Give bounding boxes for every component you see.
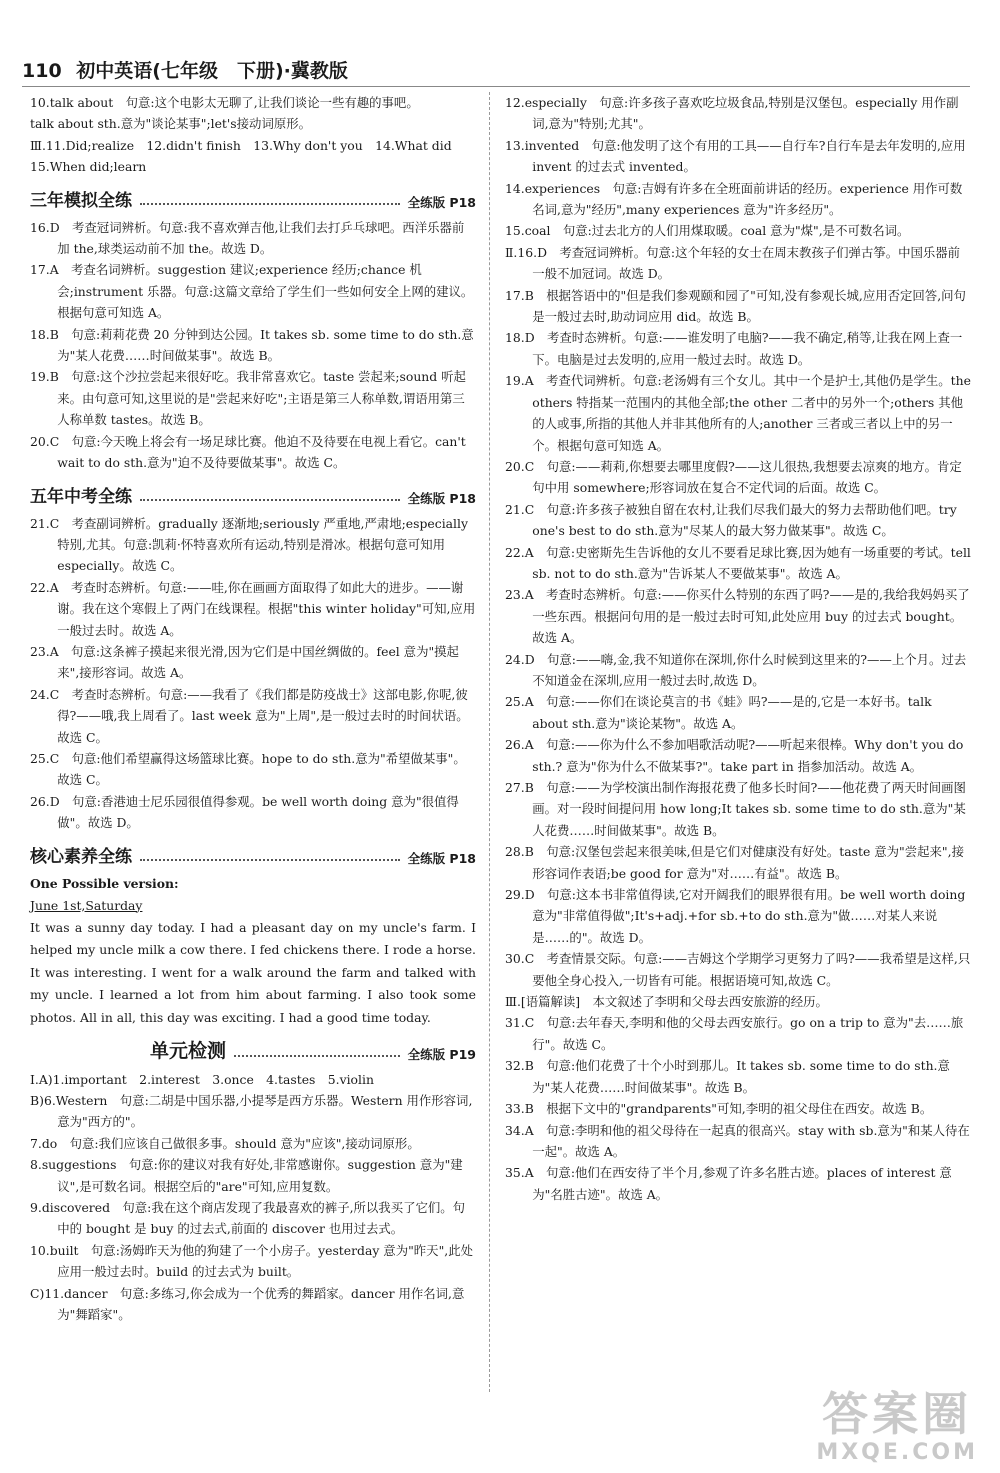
section-ref: 全练版 P18 (407, 850, 476, 866)
answer-item: 17.A 考查名词辨析。suggestion 建议;experience 经历;chance 机会;instrument 乐器。句意:这篇文章给了学生们一些如何安全上网的建议。根据句意可知选 A。 (30, 262, 474, 321)
section-heading-he (30, 843, 476, 867)
dotted-leader (140, 859, 400, 861)
answer-item: 17.B 根据答语中的"但是我们参观颐和园了"可知,没有参观长城,应用否定回答,问句是一般过去时,助动词应用 did。故选 B。 (505, 287, 966, 325)
answer-item: 9.discovered 句意:我在这个商店发现了我最喜欢的裤子,所以我买了它们。句中的 bought 是 buy 的过去式,前面的 discover 也用过去式。 (30, 1200, 466, 1237)
section-heading-dan (30, 1039, 476, 1063)
section-title: 单元检测 (150, 1039, 227, 1062)
answer-item: 24.D 句意:——嗨,金,我不知道你在深圳,你什么时候到这里来的?——上个月。过去不知道金在深圳,应用一般过去时,故选 D。 (505, 651, 967, 688)
answer-item: 33.B 根据下文中的"grandparents"可知,李明的祖父母住在西安。故选 B。 (505, 1101, 933, 1117)
answer-item: 25.A 句意:——你们在谈论莫言的书《蛙》吗?——是的,它是一本好书。talk about sth.意为"谈论某物"。故选 A。 (505, 694, 932, 731)
answer-item: talk about sth.意为"谈论某事";let's接动词原形。 (30, 116, 312, 132)
answer-item: 35.A 句意:他们在西安待了半个月,参观了许多名胜古迹。places of interest 意为"名胜古迹"。故选 A。 (505, 1165, 952, 1202)
section-ref: 全练版 P18 (407, 490, 476, 506)
answer-item: 7.do 句意:我们应该自己做很多事。should 意为"应该",接动词原形。 (30, 1135, 420, 1151)
section-heading-san (30, 187, 476, 211)
answer-item: 32.B 句意:他们花费了十个小时到那儿。It takes sb. some time to do sth.意为"某人花费……时间做某事"。故选 B。 (505, 1058, 950, 1095)
passage-note: Ⅲ.[语篇解读] 本文叙述了李明和父母去西安旅游的经历。 (505, 994, 828, 1010)
answer-item: 23.A 句意:这条裤子摸起来很光滑,因为它们是中国丝绸做的。feel 意为"摸起来",接形容词。故选 A。 (30, 643, 459, 681)
answer-item: 21.C 句意:许多孩子被独自留在农村,让我们尽我们最大的努力去帮助他们吧。try one's best to do sth.意为"尽某人的最大努力做某事"。故选 C。 (505, 501, 957, 539)
answer-item: C)11.dancer 句意:多练习,你会成为一个优秀的舞蹈家。dancer 用作名词,意为"舞蹈家"。 (30, 1285, 465, 1323)
answer-item: 26.A 句意:——你为什么不参加唱歌活动呢?——听起来很棒。Why don't you do sth.? 意为"你为什么不做某事?"。take part in 指参加活动。故选 A。 (505, 737, 964, 774)
answer-item: 13.invented 句意:他发明了这个有用的工具——自行车?自行车是去年发明的,应用 invent 的过去式 invented。 (505, 137, 966, 175)
answer-item: 21.C 考查副词辨析。gradually 逐渐地;seriously 严重地,严肃地;especially 特别,尤其。句意:凯莉·怀特喜欢所有运动,特别是滑冰。根据句意可知用 especially。故选 C。 (30, 515, 468, 574)
answer-item: 14.experiences 句意:吉姆有许多在全班面前讲话的经历。experience 用作可数名词,意为"经历",many experiences 意为"许多经历"。 (505, 180, 963, 218)
watermark-logo: 答案圈 (822, 1387, 973, 1441)
section-ref: 全练版 P18 (407, 194, 476, 210)
section-title: 五年中考全练 (30, 486, 132, 507)
watermark-url: MXQE.COM (816, 1440, 978, 1465)
answer-item: 31.C 句意:去年春天,李明和他的父母去西安旅行。go on a trip to 意为"去……旅行"。故选 C。 (505, 1015, 964, 1052)
dotted-leader (140, 499, 400, 501)
answer-item: 28.B 句意:汉堡包尝起来很美味,但是它们对健康没有好处。taste 意为"尝起来",接形容词作表语;be good for 意为"对……有益"。故选 B。 (505, 844, 964, 881)
section-title: 核心素养全练 (30, 846, 132, 867)
answer-item: 19.A 考查代词辨析。句意:老汤姆有三个女儿。其中一个是护士,其他仍是学生。the others 特指某一范围内的其他全部;the other 二者中的另外一个;others 其他的人或事,所指的其他人并非其他所有的人;another 三者或三者以上中的另一个。根据句意可知选 A。 (505, 373, 971, 453)
answer-item: 8.suggestions 句意:你的建议对我有好处,非常感谢你。suggestion 意为"建议",是可数名词。根据空后的"are"可知,应用复数。 (30, 1157, 463, 1194)
answer-item: 20.C 句意:——莉莉,你想要去哪里度假?——这儿很热,我想要去凉爽的地方。肯定句中用 somewhere;形容词放在复合不定代词的后面。故选 C。 (505, 458, 962, 496)
answer-item: 10.built 句意:汤姆昨天为他的狗建了一个小房子。yesterday 意为"昨天",此处应用一般过去时。build 的过去式为 built。 (30, 1242, 473, 1280)
column-divider (489, 92, 490, 1392)
answer-item: 29.D 句意:这本书非常值得读,它对开阔我们的眼界很有用。be well worth doing 意为"非常值得做";It's+adj.+for sb.+to do sth.意为"做……对某人来说是……的"。故选 D。 (505, 887, 966, 945)
answer-item: Ⅲ.11.Did;realize 12.didn't finish 13.Why don't you 14.What did (30, 137, 452, 153)
answers-block-1 (30, 92, 476, 178)
answer-item: 18.B 句意:莉莉花费 20 分钟到达公园。It takes sb. some time to do sth.意为"某人花费……时间做某事"。故选 B。 (30, 326, 474, 364)
answer-item: 15.coal 句意:过去北方的人们用煤取暖。coal 意为"煤",是不可数名词。 (505, 223, 910, 239)
section-heading-wu (30, 483, 476, 507)
answer-item: 23.A 考查时态辨析。句意:——你买什么特别的东西了吗?——是的,我给我妈妈买了一些东西。根据问句用的是一般过去时可知,此处应用 buy 的过去式 bought。故选 A。 (505, 587, 970, 646)
section-title: 三年模拟全练 (30, 190, 132, 211)
dotted-leader (234, 1055, 400, 1057)
left-column (30, 92, 476, 1325)
answers-block-3 (30, 513, 476, 834)
dotted-leader (140, 203, 400, 205)
sample-essay (30, 873, 476, 1030)
answer-item: 34.A 句意:李明和他的祖父母待在一起真的很高兴。stay with sb.意为"和某人待在一起"。故选 A。 (505, 1122, 970, 1159)
answer-item: 12.especially 句意:许多孩子喜欢吃垃圾食品,特别是汉堡包。especially 用作副词,意为"特别;尤其"。 (505, 95, 959, 132)
essay-date: June 1st,Saturday (30, 897, 143, 913)
answer-item: 25.C 句意:他们希望赢得这场篮球比赛。hope to do sth.意为"希望做某事"。故选 C。 (30, 750, 466, 788)
essay-label: One Possible version: (30, 875, 179, 891)
page-number: 110 (22, 60, 62, 82)
answer-item: 15.When did;learn (30, 159, 147, 175)
page-header (22, 56, 348, 83)
answers-block-2 (30, 217, 476, 474)
answer-item: Ⅰ.A)1.important 2.interest 3.once 4.tastes 5.violin (30, 1071, 374, 1087)
answer-item: 22.A 考查时态辨析。句意:——哇,你在画画方面取得了如此大的进步。——谢谢。我在这个寒假上了两门在线课程。根据"this winter holiday"可知,应用一般过去时。故选 A。 (30, 579, 476, 638)
answer-item: 18.D 考查时态辨析。句意:——谁发明了电脑?——我不确定,稍等,让我在网上查一下。电脑是过去发明的,应用一般过去时。故选 D。 (505, 330, 963, 367)
essay-body: It was a sunny day today. I had a pleasant day on my uncle's farm. I helped my uncle milk a cow there. I fed chickens there. I rode a horse. It was interesting. I went for a walk around the farm and talked with my uncle. I learned a lot from him about farming. I also took some photos. All in all, this day was exciting. I had a good time today. (30, 919, 476, 1025)
answer-item: 27.B 句意:——为学校演出制作海报花费了他多长时间?——他花费了两天时间画图画。对一段时间提问用 how long;It takes sb. some time to do sth.意为"某人花费……时间做某事"。故选 B。 (505, 780, 966, 838)
book-title: 初中英语(七年级 下册)·冀教版 (76, 60, 348, 82)
answer-item: 10.talk about 句意:这个电影太无聊了,让我们谈论一些有趣的事吧。 (30, 95, 419, 110)
answer-item: 30.C 考查情景交际。句意:——吉姆这个学期学习更努力了吗?——我希望是这样,只要他全身心投入,一切皆有可能。根据语境可知,故选 C。 (505, 951, 971, 988)
answer-item: Ⅱ.16.D 考查冠词辨析。句意:这个年轻的女士在周末教孩子们弹古筝。中国乐器前一般不加冠词。故选 D。 (505, 244, 961, 282)
answer-item: 16.D 考查冠词辨析。句意:我不喜欢弹吉他,让我们去打乒乓球吧。西洋乐器前加 the,球类运动前不加 the。故选 D。 (30, 219, 465, 257)
answer-item: 26.D 句意:香港迪士尼乐园很值得参观。be well worth doing 意为"很值得做"。故选 D。 (30, 793, 459, 831)
header-rule (22, 86, 970, 87)
site-watermark (816, 1388, 978, 1465)
answer-item: 20.C 句意:今天晚上将会有一场足球比赛。他迫不及待要在电视上看它。can't wait to do sth.意为"迫不及待要做某事"。故选 C。 (30, 433, 466, 471)
answer-item: B)6.Western 句意:二胡是中国乐器,小提琴是西方乐器。Western 用作形容词,意为"西方的"。 (30, 1092, 473, 1130)
right-column (505, 92, 971, 1205)
answer-item: 24.C 考查时态辨析。句意:——我看了《我们都是防疫战士》这部电影,你呢,彼得?——哦,我上周看了。last week 意为"上周",是一般过去时的时间状语。故选 C。 (30, 686, 469, 745)
answer-item: 19.B 句意:这个沙拉尝起来很好吃。我非常喜欢它。taste 尝起来;sound 听起来。由句意可知,这里说的是"尝起来好吃";主语是第三人称单数,谓语用第三人称单数 tastes。故选 B。 (30, 369, 466, 428)
answers-block-4 (30, 1069, 476, 1326)
answer-item: 22.A 句意:史密斯先生告诉他的女儿不要看足球比赛,因为她有一场重要的考试。tell sb. not to do sth.意为"告诉某人不要做某事"。故选 A。 (505, 544, 971, 581)
section-ref: 全练版 P19 (407, 1046, 476, 1062)
